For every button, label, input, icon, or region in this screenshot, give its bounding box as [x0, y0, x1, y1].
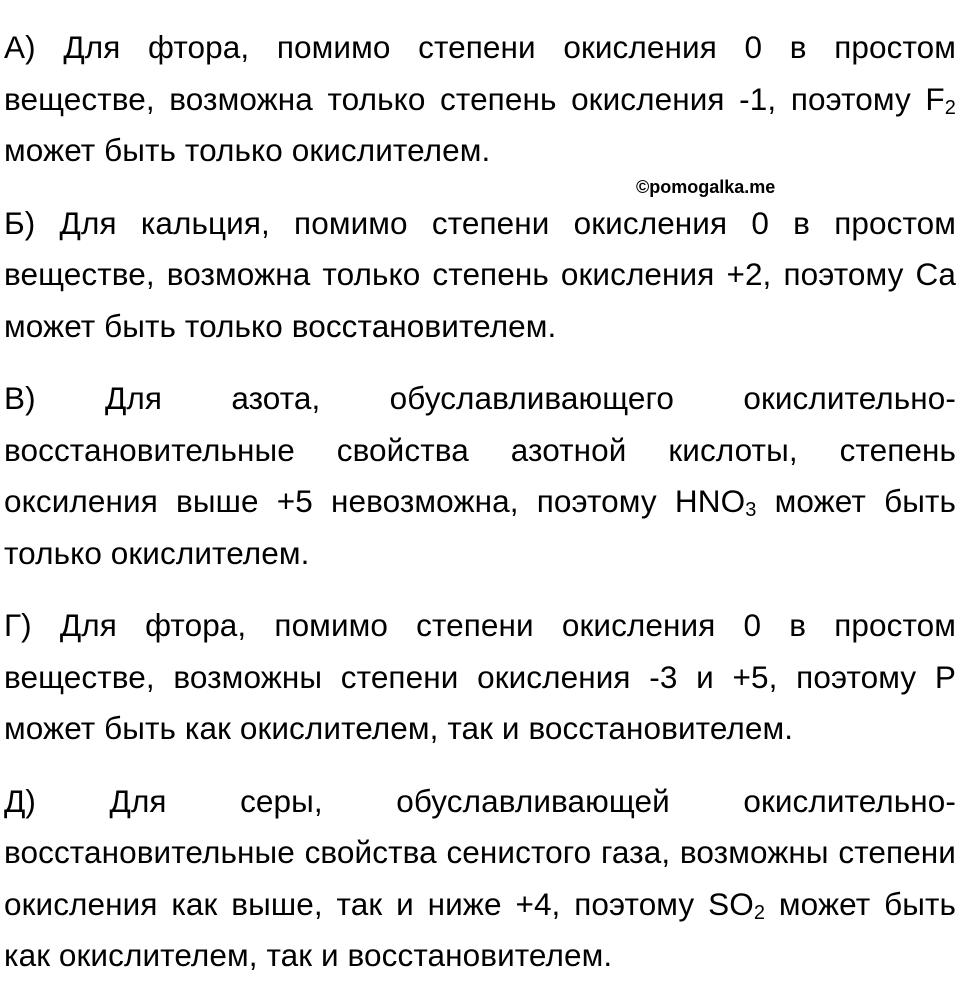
paragraph-d-text: Д) Для серы, обуславливающей окислительно-восстановительные свойства сенистого газа, возможны степени окисления как выше, так и ниже +4, поэтому SO — [4, 782, 956, 922]
paragraph-d-tail: может быть как окислителем, так и восстановителем. — [4, 885, 956, 973]
paragraph-v — [4, 373, 956, 579]
paragraph-a — [4, 22, 956, 177]
document-body — [4, 22, 956, 982]
paragraph-a-tail: может быть только окислителем. — [4, 132, 491, 168]
paragraph-b-text: Б) Для кальция, помимо степени окисления 0 в простом веществе, возможна только степень окисления +2, поэтому Ca может быть только восстановителем. — [4, 204, 956, 344]
paragraph-a-subscript: 2 — [944, 96, 956, 119]
paragraph-a-text: А) Для фтора, помимо степени окисления 0 в простом веществе, возможна только степень окисления -1, поэтому F — [4, 29, 956, 117]
watermark: ©pomogalka.me — [636, 177, 776, 197]
paragraph-v-subscript: 3 — [745, 499, 757, 521]
paragraph-v-text: В) Для азота, обуславливающего окислительно-восстановительные свойства азотной кислоты, степень оксиления выше +5 невозможна, поэтому HNO — [4, 380, 956, 519]
paragraph-d — [4, 776, 956, 982]
paragraph-d-subscript: 2 — [753, 901, 766, 924]
paragraph-g — [4, 600, 956, 755]
paragraph-v-tail: может быть только окислителем. — [4, 483, 956, 571]
paragraph-b — [4, 198, 956, 353]
paragraph-g-text: Г) Для фтора, помимо степени окисления 0 в простом веществе, возможны степени окисления -3 и +5, поэтому P может быть как окислителем, так и восстановителем. — [4, 607, 956, 746]
